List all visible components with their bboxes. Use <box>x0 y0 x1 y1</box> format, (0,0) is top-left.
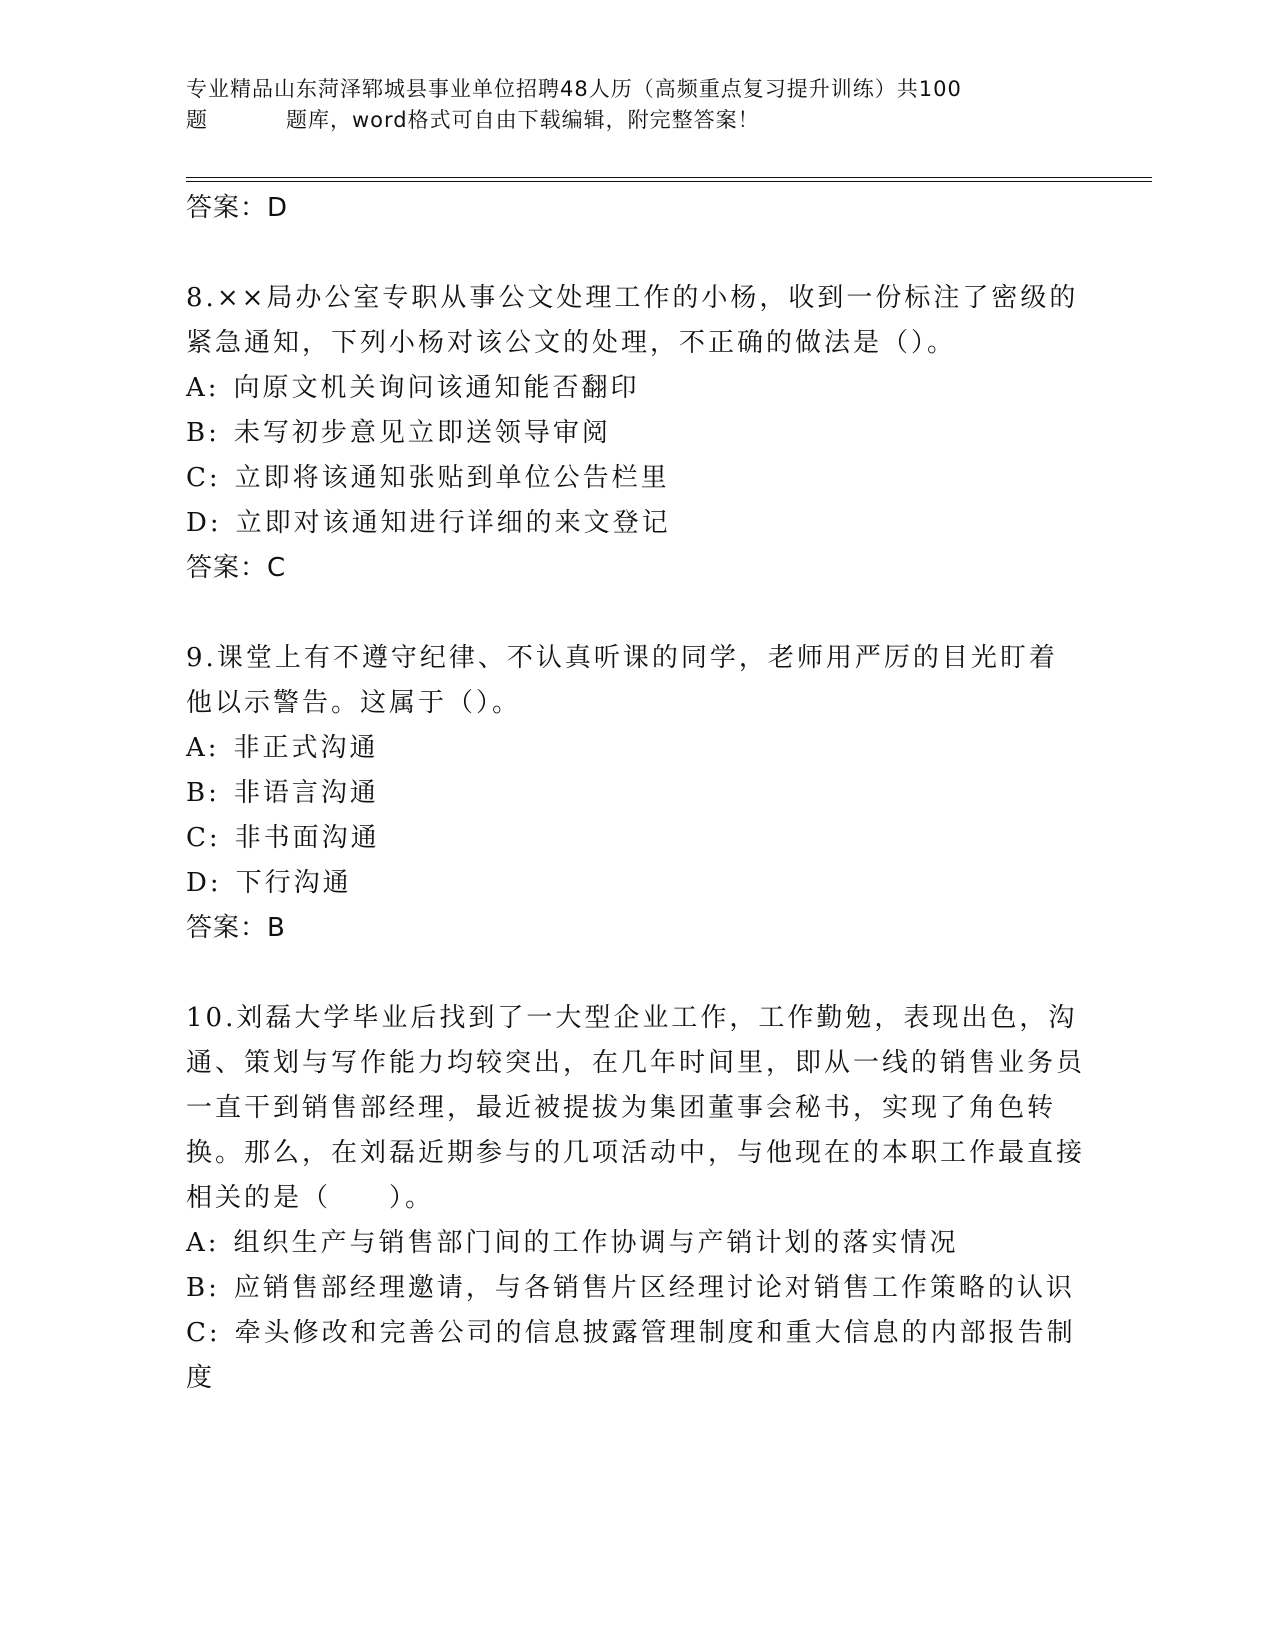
option-text: 立即将该通知张贴到单位公告栏里 <box>234 463 670 493</box>
option-key: A: <box>186 373 220 403</box>
answer-line <box>186 546 1086 591</box>
question-stem <box>186 996 1086 1221</box>
option-c <box>186 816 1086 861</box>
header-divider-top <box>186 177 1152 178</box>
option-a <box>186 366 1086 411</box>
question-9 <box>186 636 1086 726</box>
question-8 <box>186 276 1086 366</box>
option-key: A: <box>186 733 220 763</box>
answer-label: 答案： <box>186 553 268 583</box>
option-d <box>186 861 1086 906</box>
option-b <box>186 771 1086 816</box>
option-a <box>186 726 1086 771</box>
option-text: 组织生产与销售部门间的工作协调与产销计划的落实情况 <box>233 1228 959 1258</box>
header-line-2-rest: 题库，word格式可自由下载编辑，附完整答案！ <box>286 108 760 132</box>
option-text: 非书面沟通 <box>234 823 380 853</box>
option-a <box>186 1221 1086 1266</box>
answer-line <box>186 906 1086 951</box>
question-number: 10. <box>186 1003 237 1033</box>
question-text: 课堂上有不遵守纪律、不认真听课的同学，老师用严厉的目光盯着他以示警告。这属于（）。 <box>186 643 1058 718</box>
option-key: B: <box>186 1273 220 1303</box>
option-text: 向原文机关询问该通知能否翻印 <box>233 373 640 403</box>
option-key: C: <box>186 823 221 853</box>
question-text: 刘磊大学毕业后找到了一大型企业工作，工作勤勉，表现出色，沟通、策划与写作能力均较突出，在几年时间里，即从一线的销售业务员一直干到销售部经理，最近被提拔为集团董事会秘书，实现了角色转换。那么，在刘磊近期参与的几项活动中，与他现在的本职工作最直接相关的是（ ）。 <box>186 1003 1086 1213</box>
option-b <box>186 1266 1086 1311</box>
option-text: 下行沟通 <box>235 868 352 898</box>
option-text: 应销售部经理邀请，与各销售片区经理讨论对销售工作策略的认识 <box>233 1273 1075 1303</box>
answer-value: C <box>267 553 287 583</box>
option-text: 非语言沟通 <box>233 778 379 808</box>
option-key: C: <box>186 1318 221 1348</box>
option-text: 非正式沟通 <box>233 733 379 763</box>
question-number: 8. <box>186 283 217 313</box>
question-number: 9. <box>186 643 217 673</box>
option-c <box>186 1311 1086 1401</box>
option-key: D: <box>186 508 222 538</box>
option-text: 立即对该通知进行详细的来文登记 <box>235 508 671 538</box>
answer-value: B <box>267 913 286 943</box>
option-b <box>186 411 1086 456</box>
option-key: B: <box>186 418 220 448</box>
header-line-1: 专业精品山东菏泽郓城县事业单位招聘48人历（高频重点复习提升训练）共100 <box>186 77 962 101</box>
header-divider-bottom <box>186 181 1152 182</box>
option-c <box>186 456 1086 501</box>
header-line-2-start: 题 <box>186 108 208 132</box>
answer-label: 答案： <box>186 193 268 223</box>
document-header <box>186 74 1086 136</box>
option-d <box>186 501 1086 546</box>
answer-line <box>186 186 1086 231</box>
header-line-2 <box>186 105 1086 136</box>
option-key: B: <box>186 778 220 808</box>
option-key: D: <box>186 868 222 898</box>
option-text: 未写初步意见立即送领导审阅 <box>233 418 611 448</box>
answer-label: 答案： <box>186 913 268 943</box>
question-stem <box>186 276 1086 366</box>
option-text: 牵头修改和完善公司的信息披露管理制度和重大信息的内部报告制度 <box>186 1318 1076 1393</box>
option-key: A: <box>186 1228 220 1258</box>
question-text: ××局办公室专职从事公文处理工作的小杨，收到一份标注了密级的紧急通知，下列小杨对该公文的处理，不正确的做法是（）。 <box>186 283 1079 358</box>
question-10 <box>186 996 1086 1221</box>
document-body <box>186 186 1086 1401</box>
answer-value: D <box>267 193 289 223</box>
question-stem <box>186 636 1086 726</box>
option-key: C: <box>186 463 221 493</box>
